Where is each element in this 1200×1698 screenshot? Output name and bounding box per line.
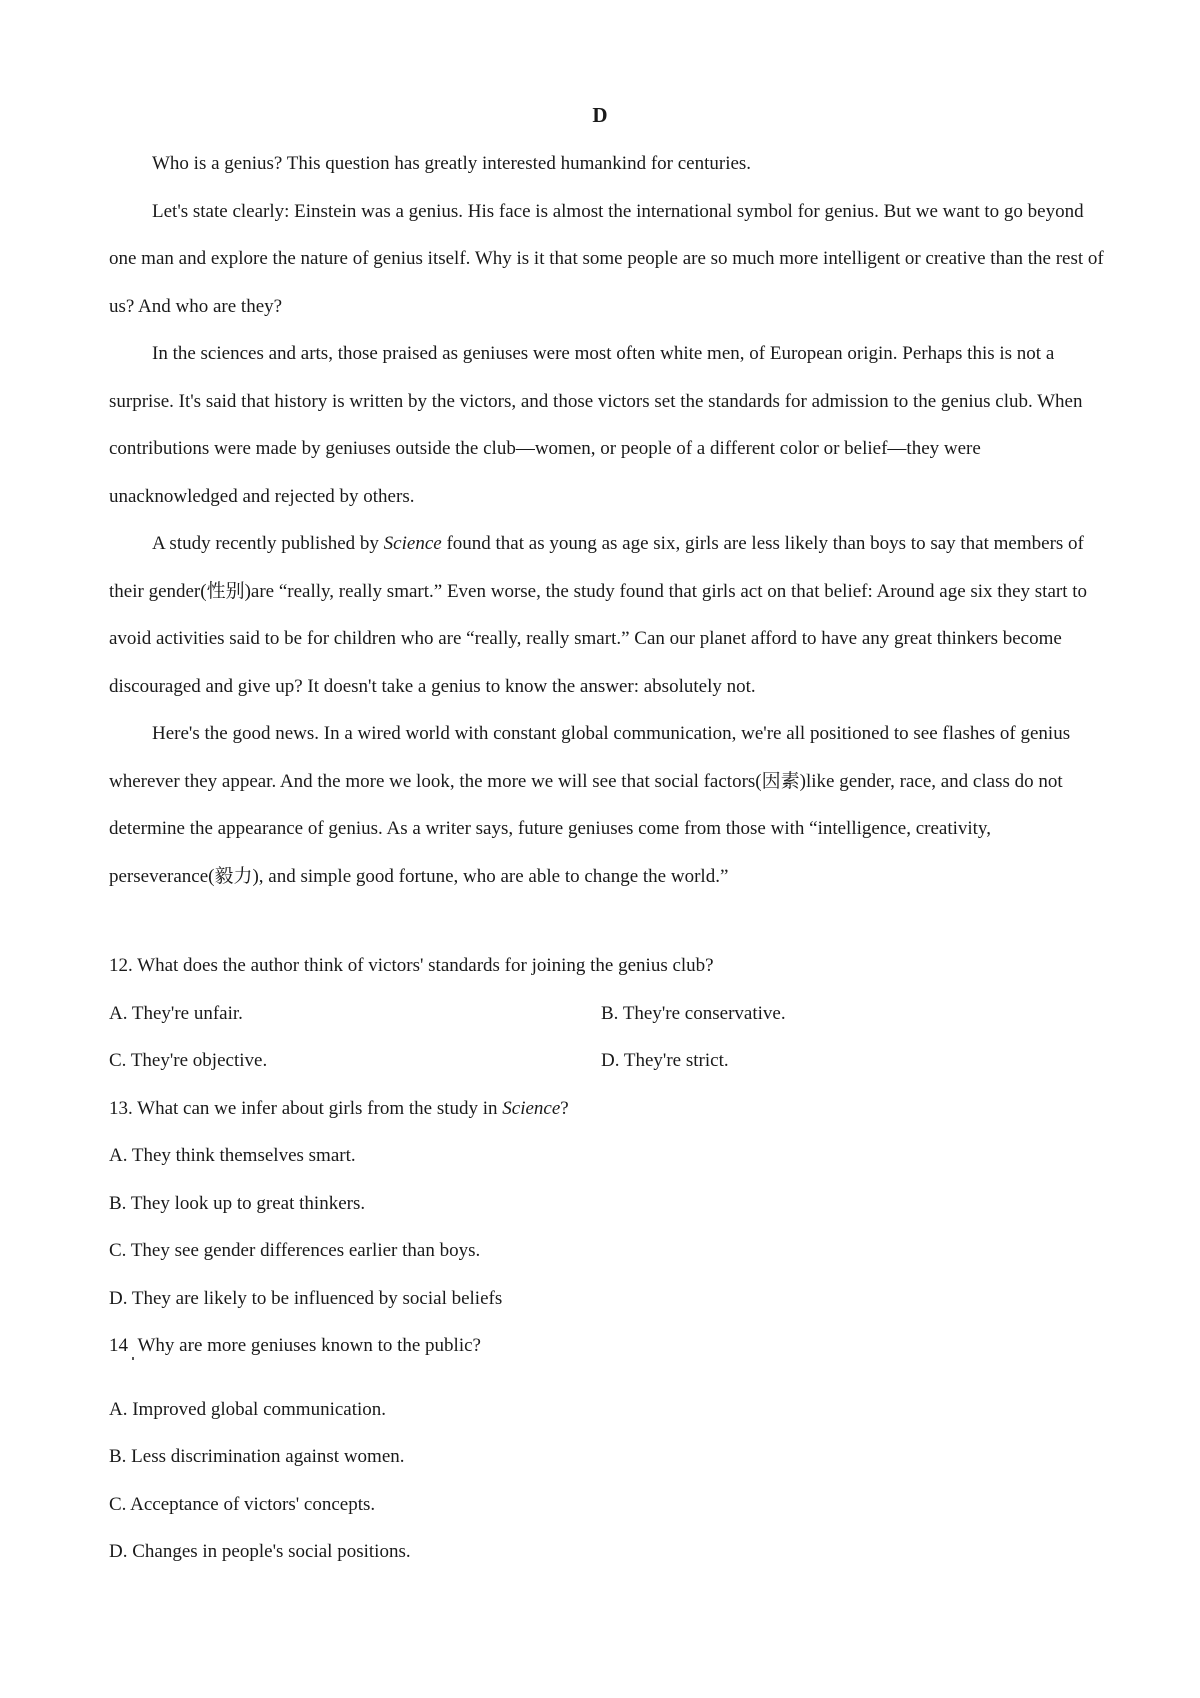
question-list: [109, 942, 1109, 1576]
q14-number: 14: [109, 1335, 128, 1356]
passage-paragraph-3: In the sciences and arts, those praised as geniuses were most often white men, of European origin. Perhaps this is not a surprise. It's said that history is written by the victors, and those victors set the standards for admission to the genius club. When contributions were made by geniuses outside the club—women, or people of a different color or belief—they were unacknowledged and rejected by others.: [109, 343, 1083, 507]
spacer: [109, 1370, 1109, 1386]
question-13-option-a: A. They think themselves smart.: [109, 1145, 356, 1166]
question-12-option-b: B. They're conservative.: [601, 1002, 786, 1024]
stray-mark: [132, 1357, 134, 1360]
question-14-option-b: B. Less discrimination against women.: [109, 1446, 405, 1467]
question-12-option-d: D. They're strict.: [601, 1050, 729, 1071]
p4-text-after: found that as young as age six, girls are less likely than boys to say that members of their gender(性别)are “really, really smart.” Even worse, the study found that girls act on that belief: Around age six they start to avoid activities said to be for children who are “really, really smart.” Can our planet afford to have any great thinkers become discouraged and give up? It doesn't take a genius to know the answer: absolutely not.: [109, 533, 1088, 697]
question-13-option-c: C. They see gender differences earlier than boys.: [109, 1240, 481, 1261]
p4-text-before: A study recently published by: [152, 533, 384, 554]
q13-stem-before: 13. What can we infer about girls from the study in: [109, 1097, 503, 1119]
passage-paragraph-1: Who is a genius? This question has greatly interested humankind for centuries.: [152, 153, 752, 174]
question-13-option-d: D. They are likely to be influenced by social beliefs: [109, 1287, 503, 1309]
q13-science-italic: Science: [502, 1097, 561, 1119]
q13-stem-after: ?: [560, 1097, 569, 1119]
passage-paragraph-5: Here's the good news. In a wired world with constant global communication, we're all positioned to see flashes of genius wherever they appear. And the more we look, the more we will see that social factors(因素)like gender, race, and class do not determine the appearance of genius. As a writer says, future geniuses come from those with “intelligence, creativity, perseverance(毅力), and simple good fortune, who are able to change the world.”: [109, 723, 1071, 887]
reading-passage: [109, 140, 1109, 900]
q14-stem-text: Why are more geniuses known to the public?: [137, 1335, 481, 1356]
section-heading: D: [592, 103, 608, 127]
question-12-option-c: C. They're objective.: [109, 1050, 268, 1071]
question-12-option-a: A. They're unfair.: [109, 1002, 243, 1024]
question-14-stem: [109, 1322, 1109, 1370]
question-12-options-row-1: [109, 990, 1109, 1038]
question-14-option-c: C. Acceptance of victors' concepts.: [109, 1493, 376, 1515]
question-14-option-a: A. Improved global communication.: [109, 1398, 387, 1420]
question-13-stem: [109, 1085, 1109, 1133]
question-12-stem: 12. What does the author think of victors' standards for joining the genius club?: [109, 955, 714, 976]
passage-paragraph-2: Let's state clearly: Einstein was a genius. His face is almost the international symbol for genius. But we want to go beyond one man and explore the nature of genius itself. Why is it that some people are so much more intelligent or creative than the rest of us? And who are they?: [109, 200, 1104, 317]
question-13-option-b: B. They look up to great thinkers.: [109, 1192, 366, 1214]
question-12-options-row-2: [109, 1037, 1109, 1085]
science-journal-name: Science: [383, 533, 442, 554]
passage-paragraph-4: [109, 520, 1109, 710]
question-14-option-d: D. Changes in people's social positions.: [109, 1541, 411, 1562]
